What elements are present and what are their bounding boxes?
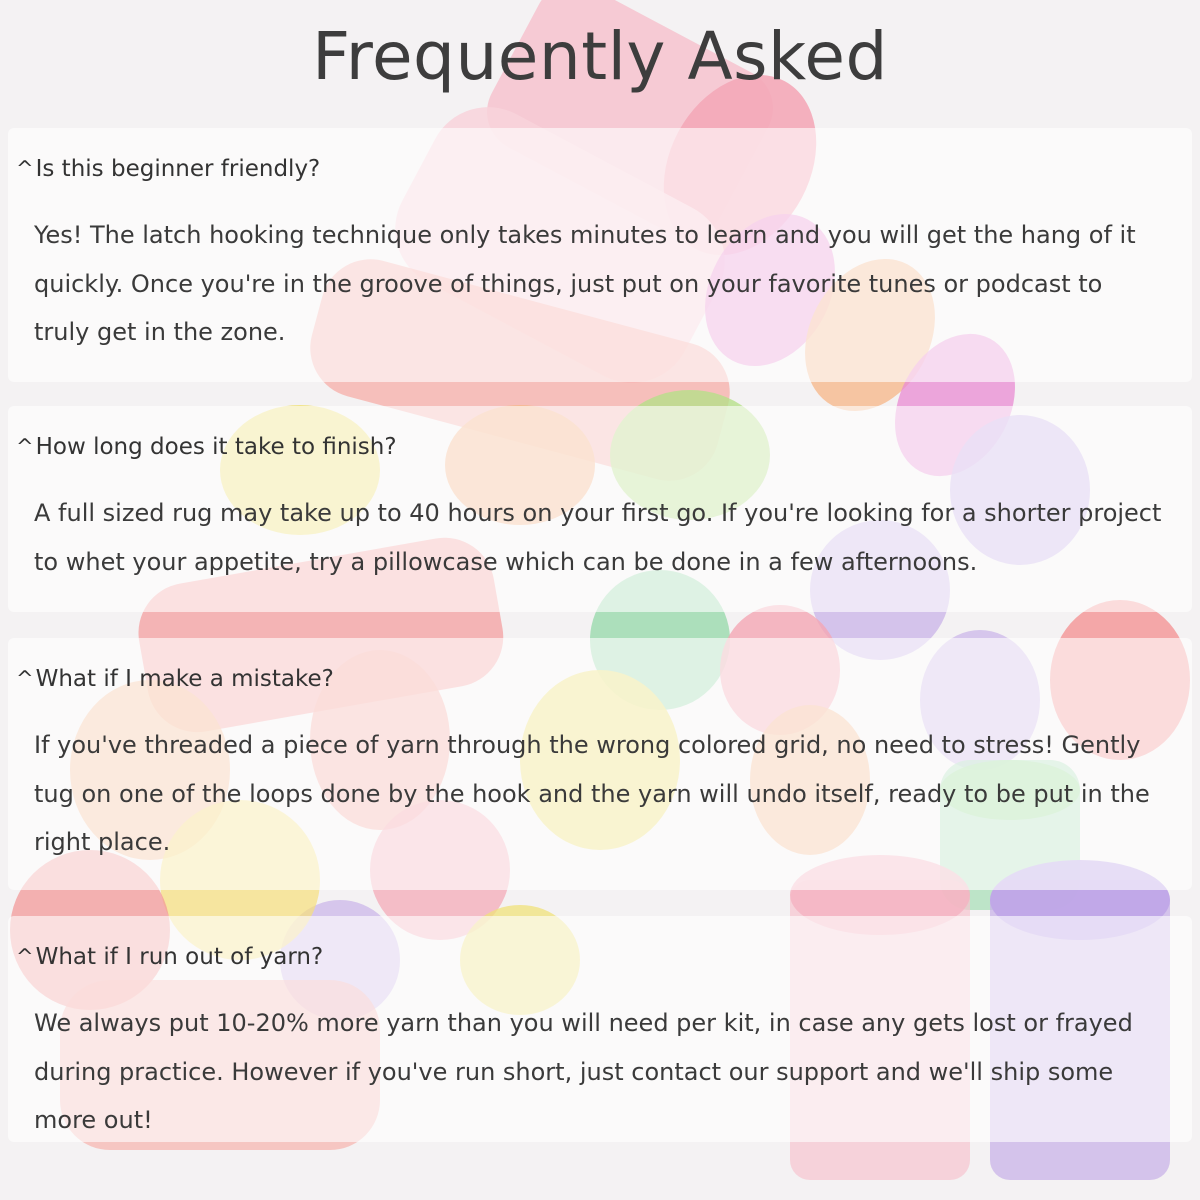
faq-question: What if I make a mistake?	[35, 666, 334, 692]
faq-question: Is this beginner friendly?	[35, 156, 321, 182]
faq-question: How long does it take to finish?	[35, 434, 397, 460]
faq-item	[8, 916, 1192, 1142]
page-title: Frequently Asked	[312, 18, 888, 95]
faq-answer: If you've threaded a piece of yarn through the wrong colored grid, no need to stress! Gently tug on one of the loops done by the hook and the yarn will undo itself, ready to be put in the right place.	[34, 731, 1150, 856]
caret-up-icon: ^	[16, 945, 34, 969]
caret-up-icon: ^	[16, 157, 34, 181]
caret-up-icon: ^	[16, 435, 34, 459]
faq-item	[8, 406, 1192, 612]
faq-answer: A full sized rug may take up to 40 hours on your first go. If you're looking for a shorter project to whet your appetite, try a pillowcase which can be done in a few afternoons.	[34, 499, 1162, 576]
faq-item	[8, 128, 1192, 382]
faq-question-toggle[interactable]	[16, 944, 323, 970]
faq-item	[8, 638, 1192, 890]
faq-question: What if I run out of yarn?	[35, 944, 324, 970]
faq-answer: We always put 10-20% more yarn than you will need per kit, in case any gets lost or frayed during practice. However if you've run short, just contact our support and we'll ship some more out!	[34, 1009, 1133, 1134]
caret-up-icon: ^	[16, 667, 34, 691]
faq-question-toggle[interactable]	[16, 434, 397, 460]
faq-question-toggle[interactable]	[16, 666, 334, 692]
faq-question-toggle[interactable]	[16, 156, 320, 182]
faq-answer: Yes! The latch hooking technique only takes minutes to learn and you will get the hang of it quickly. Once you're in the groove of things, just put on your favorite tunes or podcast to truly get in the zone.	[34, 221, 1136, 346]
